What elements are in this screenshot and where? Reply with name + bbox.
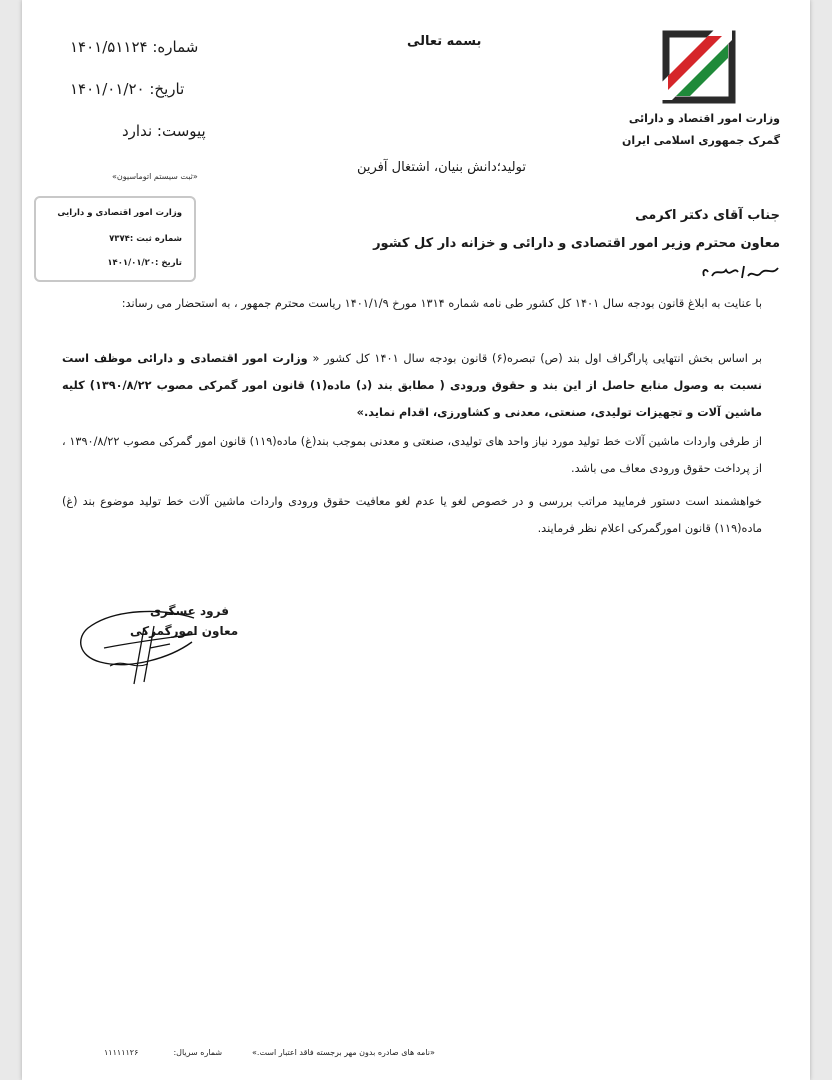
motto: تولید؛دانش بنیان، اشتغال آفرین [357, 160, 526, 175]
stamp-line-2: شماره ثبت :۷۳۷۴ [109, 234, 182, 244]
org-line-1: وزارت امور اقتصاد و دارائی [628, 112, 780, 125]
footer-serial [104, 1048, 222, 1057]
handwritten-note-icon [700, 262, 780, 282]
signer-name: فرود عسگری [150, 604, 229, 618]
attachment-line: پیوست: ندارد [122, 122, 206, 140]
system-note: «ثبت سیستم اتوماسیون» [112, 172, 198, 181]
paragraph-2-quote: وزارت امور اقتصادی و دارائی موظف است نسبت به وصول منابع حاصل از این بند و حقوق ورودی ( مطابق بند (د) ماده(۱) قانون امور گمرکی مصوب ۱۳۹۰/۸/۲۲) کلیه ماشین آلات و تجهیزات تولیدی، صنعتی، معدنی و کشاورزی، اقدام نماید.» [62, 352, 762, 419]
serial-label: شماره سریال: [173, 1048, 223, 1057]
recipient-name: جناب آقای دکتر اکرمی [635, 208, 780, 223]
letter-date [70, 80, 184, 98]
paragraph-4: خواهشمند است دستور فرمایید مراتب بررسی و در خصوص لغو یا عدم لغو معافیت حقوق ورودی واردات ماشین آلات خط تولید موضوع بند (غ) ماده(۱۱۹) قانون امورگمرکی اعلام نظر فرمایند. [62, 495, 762, 535]
org-line-2: گمرک جمهوری اسلامی ایران [621, 134, 780, 147]
letter-number [70, 38, 198, 56]
bismillah: بسمه تعالی [407, 34, 482, 49]
date-label: تاریخ: [149, 80, 185, 98]
paragraph-2-intro: بر اساس بخش انتهایی پاراگراف اول بند (ص) تبصره(۶) قانون بودجه سال ۱۴۰۱ کل کشور « [312, 352, 762, 365]
footer-disclaimer: «نامه های صادره بدون مهر برجسته فاقد اعتبار است.» [252, 1048, 435, 1057]
paragraph-2 [62, 345, 762, 426]
date-value: ۱۴۰۱/۰۱/۲۰ [70, 80, 145, 98]
stamp-line-3: تاریخ :۱۴۰۱/۰۱/۲۰ [107, 258, 182, 268]
letter-page [22, 0, 810, 1080]
registration-stamp [34, 196, 196, 282]
serial-value: ۱۱۱۱۱۱۲۶ [104, 1048, 139, 1057]
recipient-title: معاون محترم وزیر امور اقتصادی و دارائی و خزانه دار کل کشور [373, 236, 780, 251]
customs-logo-icon [662, 30, 736, 104]
signature-icon [74, 598, 214, 688]
signer-title: معاون امورگمرکی [130, 624, 239, 638]
organization-name [610, 108, 780, 152]
paragraph-1: با عنایت به ابلاغ قانون بودجه سال ۱۴۰۱ کل کشور طی نامه شماره ۱۳۱۴ مورخ ۱۴۰۱/۱/۹ ریاست محترم جمهور ، به استحضار می رساند: [121, 297, 762, 310]
paragraph-3: از طرفی واردات ماشین آلات خط تولید مورد نیاز واحد های تولیدی، صنعتی و معدنی بموجب بند(غ) ماده(۱۱۹) قانون امور گمرکی مصوب ۱۳۹۰/۸/۲۲ ، از پرداخت حقوق ورودی معاف می باشد. [62, 435, 762, 475]
number-value: ۱۴۰۱/۵۱۱۲۴ [70, 38, 148, 56]
number-label: شماره: [152, 38, 199, 56]
stamp-line-1: وزارت امور اقتصادی و دارایی [57, 208, 182, 218]
